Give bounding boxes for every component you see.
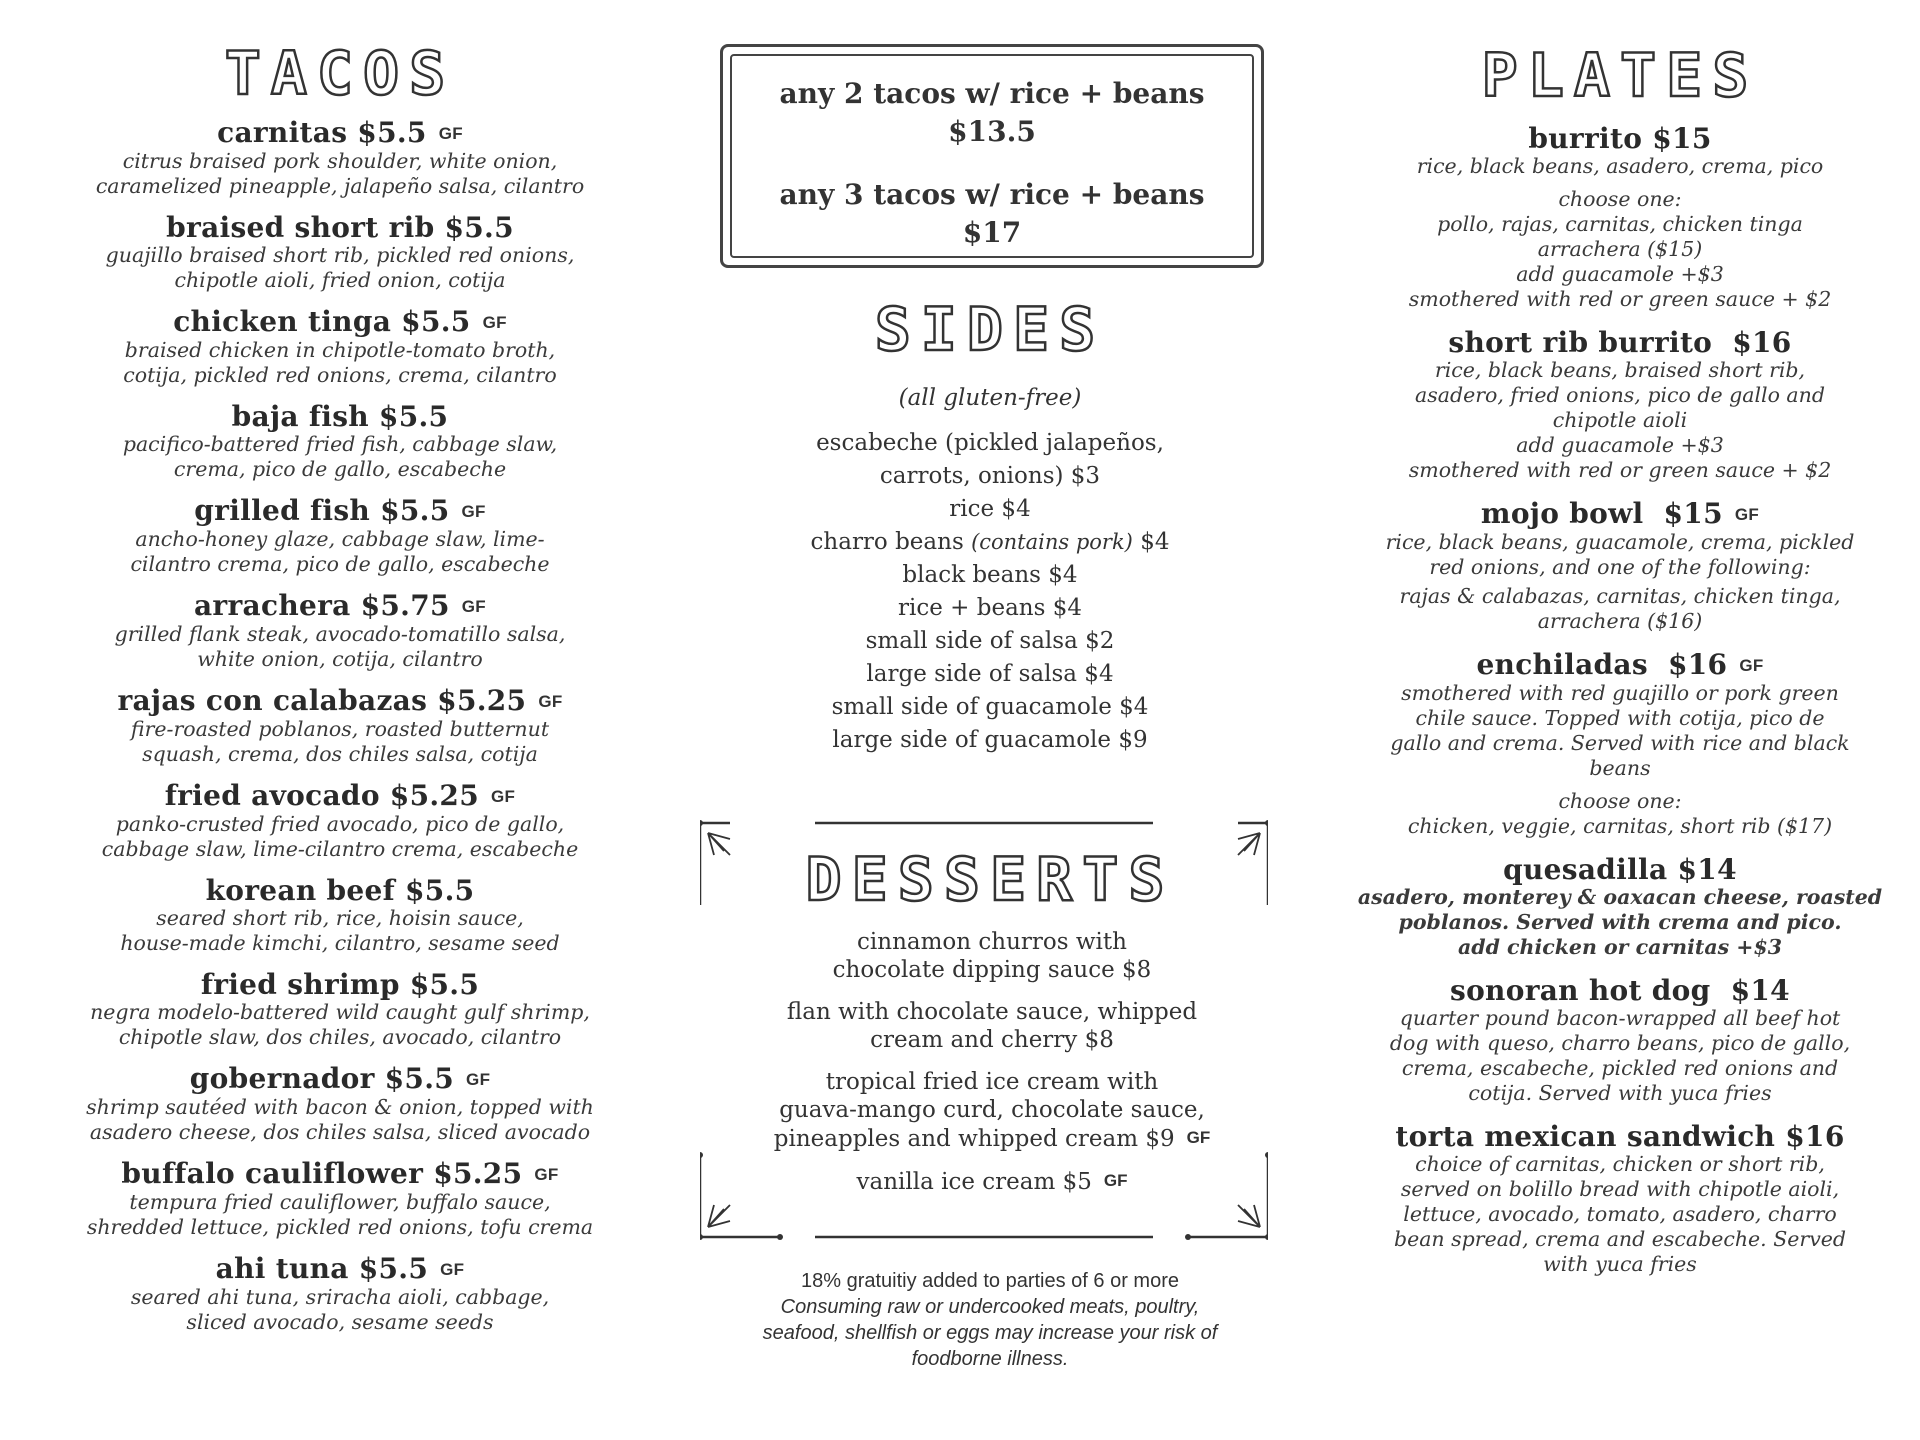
gluten-free-badge: GF	[466, 1070, 491, 1089]
dessert-item	[720, 998, 1264, 1054]
item-price: $5.5	[357, 116, 427, 149]
contains-pork-note: (contains pork)	[971, 530, 1133, 554]
side-escabeche: escabeche (pickled jalapeños,	[816, 430, 1164, 456]
side-small-salsa: small side of salsa $2	[865, 628, 1115, 654]
item-description: cabbage slaw, lime-cilantro crema, escabeche	[101, 837, 579, 861]
plate-mojo-bowl: mojo bowl $15 GF rice, black beans, guacamole, crema, pickled red onions, and one of the following: rajas & calabazas, carnitas, chicken tinga, arrachera ($16)	[1385, 497, 1855, 633]
item-description: seared short rib, rice, hoisin sauce,	[156, 906, 524, 930]
footer-notice	[690, 1268, 1290, 1372]
dessert-item	[720, 1167, 1264, 1196]
gluten-free-badge: GF	[1103, 1171, 1128, 1190]
item-name: grilled fish	[194, 494, 371, 527]
item-price: $5.5	[409, 968, 480, 1001]
side-large-guacamole: large side of guacamole $9	[832, 727, 1148, 753]
plates-column	[1350, 0, 1890, 1293]
item-price: $5.5	[444, 211, 514, 244]
item-description: seared ahi tuna, sriracha aioli, cabbage,	[130, 1285, 550, 1309]
item-description: crema, pico de gallo, escabeche	[173, 457, 507, 481]
item-description: squash, crema, dos chiles salsa, cotija	[142, 742, 538, 766]
item-description: fire-roasted poblanos, roasted butternut	[130, 717, 550, 741]
item-name: torta mexican sandwich	[1395, 1120, 1776, 1153]
item-price: $5.75	[360, 589, 450, 622]
item-description: asadero cheese, dos chiles salsa, sliced avocado	[89, 1120, 591, 1144]
item-description: shredded lettuce, pickled red onions, tofu crema	[86, 1215, 594, 1239]
side-large-salsa: large side of salsa $4	[866, 661, 1114, 687]
dessert-line: guava-mango curd, chocolate sauce,	[779, 1097, 1205, 1123]
gluten-free-badge: GF	[440, 1260, 465, 1279]
plate-torta: torta mexican sandwich $16 choice of carnitas, chicken or short rib, served on bolillo bread with chipotle aioli, lettuce, avocado, tomato, asadero, charro bean spread, crema and escabeche. Served with yuca fries	[1393, 1120, 1847, 1276]
desserts-title: DESSERTS	[805, 845, 1175, 915]
gluten-free-badge: GF	[490, 787, 516, 806]
taco-item	[40, 402, 640, 482]
item-description: panko-crusted fried avocado, pico de gallo,	[115, 812, 565, 836]
gluten-free-badge: GF	[1734, 505, 1760, 524]
item-price: $16	[1667, 648, 1728, 681]
item-price: $5.5	[378, 400, 449, 433]
taco-item	[40, 1159, 640, 1240]
side-charro-beans: charro beans (contains pork) $4	[810, 529, 1170, 555]
item-name: short rib burrito	[1448, 326, 1713, 359]
item-price: $5.5	[358, 1252, 429, 1285]
gluten-free-badge: GF	[1739, 656, 1764, 675]
side-small-guacamole: small side of guacamole $4	[831, 694, 1149, 720]
combo-box	[720, 44, 1264, 268]
item-price: $5.5	[380, 494, 450, 527]
taco-item	[40, 686, 640, 767]
item-description: braised chicken in chipotle-tomato broth,	[124, 338, 556, 362]
item-description: cotija, pickled red onions, crema, cilantro	[123, 363, 557, 387]
item-price: $14	[1677, 853, 1737, 886]
item-name: chicken tinga	[173, 305, 392, 338]
item-price: $15	[1652, 122, 1712, 155]
gluten-free-badge: GF	[1186, 1128, 1211, 1147]
item-description: caramelized pineapple, jalapeño salsa, cilantro	[95, 174, 585, 198]
dessert-line: vanilla ice cream $5	[856, 1169, 1092, 1195]
plate-enchiladas: enchiladas $16 GF smothered with red guajillo or pork green chile sauce. Topped with cotija, pico de gallo and crema. Served with rice and black beans choose one: chicken, veggie, carnitas, short rib ($17)	[1390, 648, 1850, 838]
item-name: mojo bowl	[1480, 497, 1644, 530]
sides-note: (all gluten-free)	[898, 385, 1082, 411]
item-name: fried shrimp	[200, 968, 400, 1001]
item-price: $14	[1730, 974, 1790, 1007]
item-description: pacifico-battered fried fish, cabbage slaw,	[122, 432, 558, 456]
dessert-line: cream and cherry $8	[870, 1027, 1114, 1053]
gluten-free-badge: GF	[538, 692, 563, 711]
side-rice-beans: rice + beans $4	[898, 595, 1082, 621]
side-black-beans: black beans $4	[902, 562, 1078, 588]
item-description: ancho-honey glaze, cabbage slaw, lime-	[135, 527, 545, 551]
gluten-free-badge: GF	[482, 313, 507, 332]
item-description: chipotle aioli, fried onion, cotija	[174, 268, 506, 292]
plate-burrito: burrito $15 rice, black beans, asadero, crema, pico choose one: pollo, rajas, carnitas, chicken tinga arrachera ($15) add guacamole +$3 smothered with red or green sauce + $2	[1408, 122, 1832, 311]
taco-item	[40, 213, 640, 293]
combo-3-tacos-price: $17	[962, 216, 1022, 249]
desserts-list	[720, 928, 1264, 1210]
gluten-free-badge: GF	[461, 502, 486, 521]
taco-item	[40, 496, 640, 577]
gluten-free-badge: GF	[438, 124, 463, 143]
side-rice: rice $4	[949, 496, 1031, 522]
plate-sonoran-hot-dog: sonoran hot dog $14 quarter pound bacon-wrapped all beef hot dog with queso, charro beans, pico de gallo, crema, escabeche, pickled red onions and cotija. Served with yuca fries	[1389, 974, 1851, 1105]
item-name: burrito	[1528, 122, 1643, 155]
gluten-free-badge: GF	[534, 1165, 559, 1184]
plate-short-rib-burrito: short rib burrito $16 rice, black beans, braised short rib, asadero, fried onions, pico de gallo and chipotle aioli add guacamole +$3 smothered with red or green sauce + $2	[1408, 326, 1832, 482]
dessert-item	[720, 928, 1264, 984]
sides-list	[690, 382, 1290, 757]
item-description: house-made kimchi, cilantro, sesame seed	[120, 931, 560, 955]
sides-title: SIDES	[874, 295, 1106, 365]
combo-2-tacos: any 2 tacos w/ rice + beans	[779, 77, 1205, 110]
plates-title: PLATES	[1481, 41, 1759, 111]
taco-item	[40, 876, 640, 956]
taco-item	[40, 591, 640, 672]
item-price: $5.5	[405, 874, 475, 907]
item-price: $5.25	[433, 1157, 523, 1190]
dessert-line: cinnamon churros with	[857, 929, 1127, 955]
combo-3-tacos: any 3 tacos w/ rice + beans	[779, 178, 1205, 211]
item-price: $5.5	[401, 305, 471, 338]
item-name: sonoran hot dog	[1450, 974, 1711, 1007]
item-name: arrachera	[193, 589, 351, 622]
item-description: cilantro crema, pico de gallo, escabeche	[130, 552, 550, 576]
item-name: baja fish	[231, 400, 369, 433]
dessert-line: chocolate dipping sauce $8	[832, 957, 1152, 983]
taco-item	[40, 1064, 640, 1145]
item-name: braised short rib	[166, 211, 435, 244]
combo-2-tacos-price: $13.5	[948, 115, 1036, 148]
item-name: ahi tuna	[215, 1252, 349, 1285]
item-description: guajillo braised short rib, pickled red onions,	[105, 243, 575, 267]
dessert-item	[720, 1068, 1264, 1153]
item-price: $5.25	[437, 684, 527, 717]
item-name: carnitas	[217, 116, 348, 149]
item-description: tempura fried cauliflower, buffalo sauce,	[129, 1190, 551, 1214]
side-escabeche-cont: carrots, onions) $3	[879, 463, 1101, 489]
item-name: enchiladas	[1476, 648, 1648, 681]
taco-item	[40, 970, 640, 1050]
dessert-line: flan with chocolate sauce, whipped	[786, 999, 1198, 1025]
item-price: $16	[1785, 1120, 1845, 1153]
taco-item	[40, 118, 640, 199]
item-name: quesadilla	[1503, 853, 1668, 886]
taco-item	[40, 1254, 640, 1335]
gluten-free-badge: GF	[461, 597, 486, 616]
gratuity-note: 18% gratuitiy added to parties of 6 or more	[801, 1270, 1179, 1292]
taco-item	[40, 781, 640, 862]
tacos-title: TACOS	[224, 39, 456, 109]
item-price: $16	[1732, 326, 1792, 359]
item-name: buffalo cauliflower	[121, 1157, 424, 1190]
tacos-column	[40, 0, 640, 1349]
health-warning: Consuming raw or undercooked meats, poultry, seafood, shellfish or eggs may increase your risk of foodborne illness.	[762, 1296, 1218, 1370]
item-price: $5.25	[389, 779, 479, 812]
tacos-list	[40, 118, 640, 1335]
item-price: $15	[1663, 497, 1723, 530]
item-description: grilled flank steak, avocado-tomatillo salsa,	[114, 622, 566, 646]
dessert-line: pineapples and whipped cream $9	[773, 1126, 1175, 1152]
plate-quesadilla: quesadilla $14 asadero, monterey & oaxacan cheese, roasted poblanos. Served with crema and pico. add chicken or carnitas +$3	[1357, 853, 1883, 959]
item-description: chipotle slaw, dos chiles, avocado, cilantro	[118, 1025, 562, 1049]
item-price: $5.5	[384, 1062, 455, 1095]
item-name: fried avocado	[164, 779, 380, 812]
item-name: korean beef	[205, 874, 396, 907]
item-description: negra modelo-battered wild caught gulf shrimp,	[90, 1000, 590, 1024]
taco-item	[40, 307, 640, 388]
dessert-line: tropical fried ice cream with	[825, 1069, 1159, 1095]
item-description: citrus braised pork shoulder, white onion,	[122, 149, 558, 173]
item-description: shrimp sautéed with bacon & onion, topped with	[86, 1095, 594, 1119]
item-name: rajas con calabazas	[117, 684, 428, 717]
item-description: white onion, cotija, cilantro	[197, 647, 483, 671]
item-name: gobernador	[189, 1062, 375, 1095]
item-description: sliced avocado, sesame seeds	[186, 1310, 494, 1334]
